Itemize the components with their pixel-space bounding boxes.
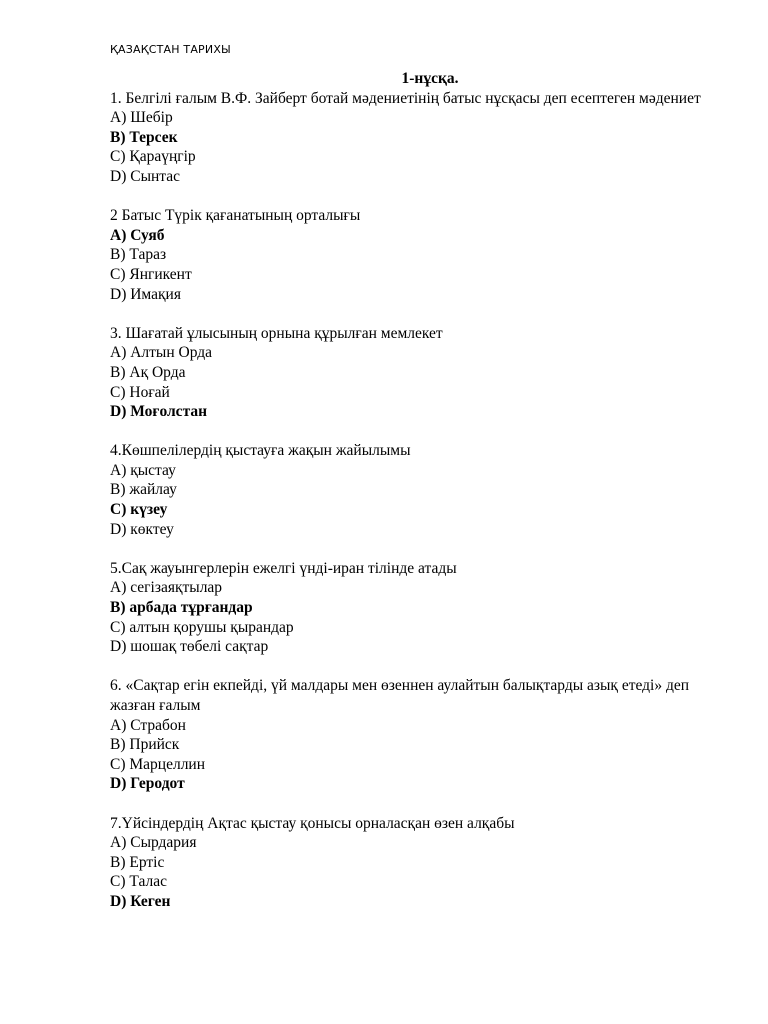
answer-option: A) Суяб: [110, 226, 165, 244]
answer-option: D) шошақ төбелі сақтар: [110, 638, 269, 656]
answer-option: B) Прийск: [110, 736, 180, 754]
question-2: [110, 206, 710, 304]
question-text: 2 Батыс Түрік қағанатының орталығы: [110, 207, 361, 225]
question-5: [110, 559, 710, 657]
question-text: 3. Шағатай ұлысының орнына құрылған мемлекет: [110, 324, 443, 342]
variant-title: 1-нұсқа.: [401, 70, 459, 87]
answer-option: A) сегізаяқтылар: [110, 579, 223, 597]
answer-option: D) Моғолстан: [110, 403, 208, 421]
answer-option: D) Геродот: [110, 775, 185, 793]
answer-option: C) Талас: [110, 873, 167, 891]
answer-option: B) арбада тұрғандар: [110, 599, 253, 617]
answer-option: C) Қараүңгір: [110, 148, 196, 166]
question-text: 6. «Сақтар егін екпейді, үй малдары мен өзеннен аулайтын балықтарды азық етеді» деп жазған ғалым: [110, 677, 690, 714]
answer-option: D) Имақия: [110, 285, 181, 303]
question-7: [110, 814, 710, 912]
answer-option: B) Тараз: [110, 246, 167, 264]
answer-option: C) алтын қорушы қырандар: [110, 618, 294, 636]
answer-option: B) жайлау: [110, 481, 177, 499]
answer-option: B) Терсек: [110, 128, 178, 146]
question-text: 1. Белгілі ғалым В.Ф. Зайберт ботай мәдениетінің батыс нұсқасы деп есептеген мәдениет: [110, 89, 701, 107]
question-text: 7.Үйсіндердің Ақтас қыстау қонысы орналасқан өзен алқабы: [110, 814, 515, 832]
answer-option: D) Сынтас: [110, 167, 180, 185]
answer-option: C) күзеу: [110, 501, 168, 519]
question-1: [110, 89, 710, 187]
answer-option: A) Страбон: [110, 716, 186, 734]
answer-option: A) Шебір: [110, 109, 173, 127]
answer-option: C) Марцеллин: [110, 755, 206, 773]
question-text: 4.Көшпелілердің қыстауға жақын жайылымы: [110, 442, 411, 460]
answer-option: D) Кеген: [110, 892, 171, 910]
answer-option: B) Ақ Орда: [110, 363, 186, 381]
test-content: [110, 69, 710, 931]
answer-option: C) Ноғай: [110, 383, 170, 401]
answer-option: A) Сырдария: [110, 834, 197, 852]
subject-header: ҚАЗАҚСТАН ТАРИХЫ: [110, 43, 231, 56]
answer-option: A) қыстау: [110, 461, 176, 479]
answer-option: A) Алтын Орда: [110, 344, 213, 362]
answer-option: C) Янгикент: [110, 265, 192, 283]
answer-option: B) Ертіс: [110, 853, 165, 871]
answer-option: D) көктеу: [110, 520, 174, 538]
question-3: [110, 324, 710, 422]
question-4: [110, 441, 710, 539]
question-6: [110, 676, 710, 794]
question-text: 5.Сақ жауынгерлерін ежелгі үнді-иран тілінде атады: [110, 559, 457, 577]
